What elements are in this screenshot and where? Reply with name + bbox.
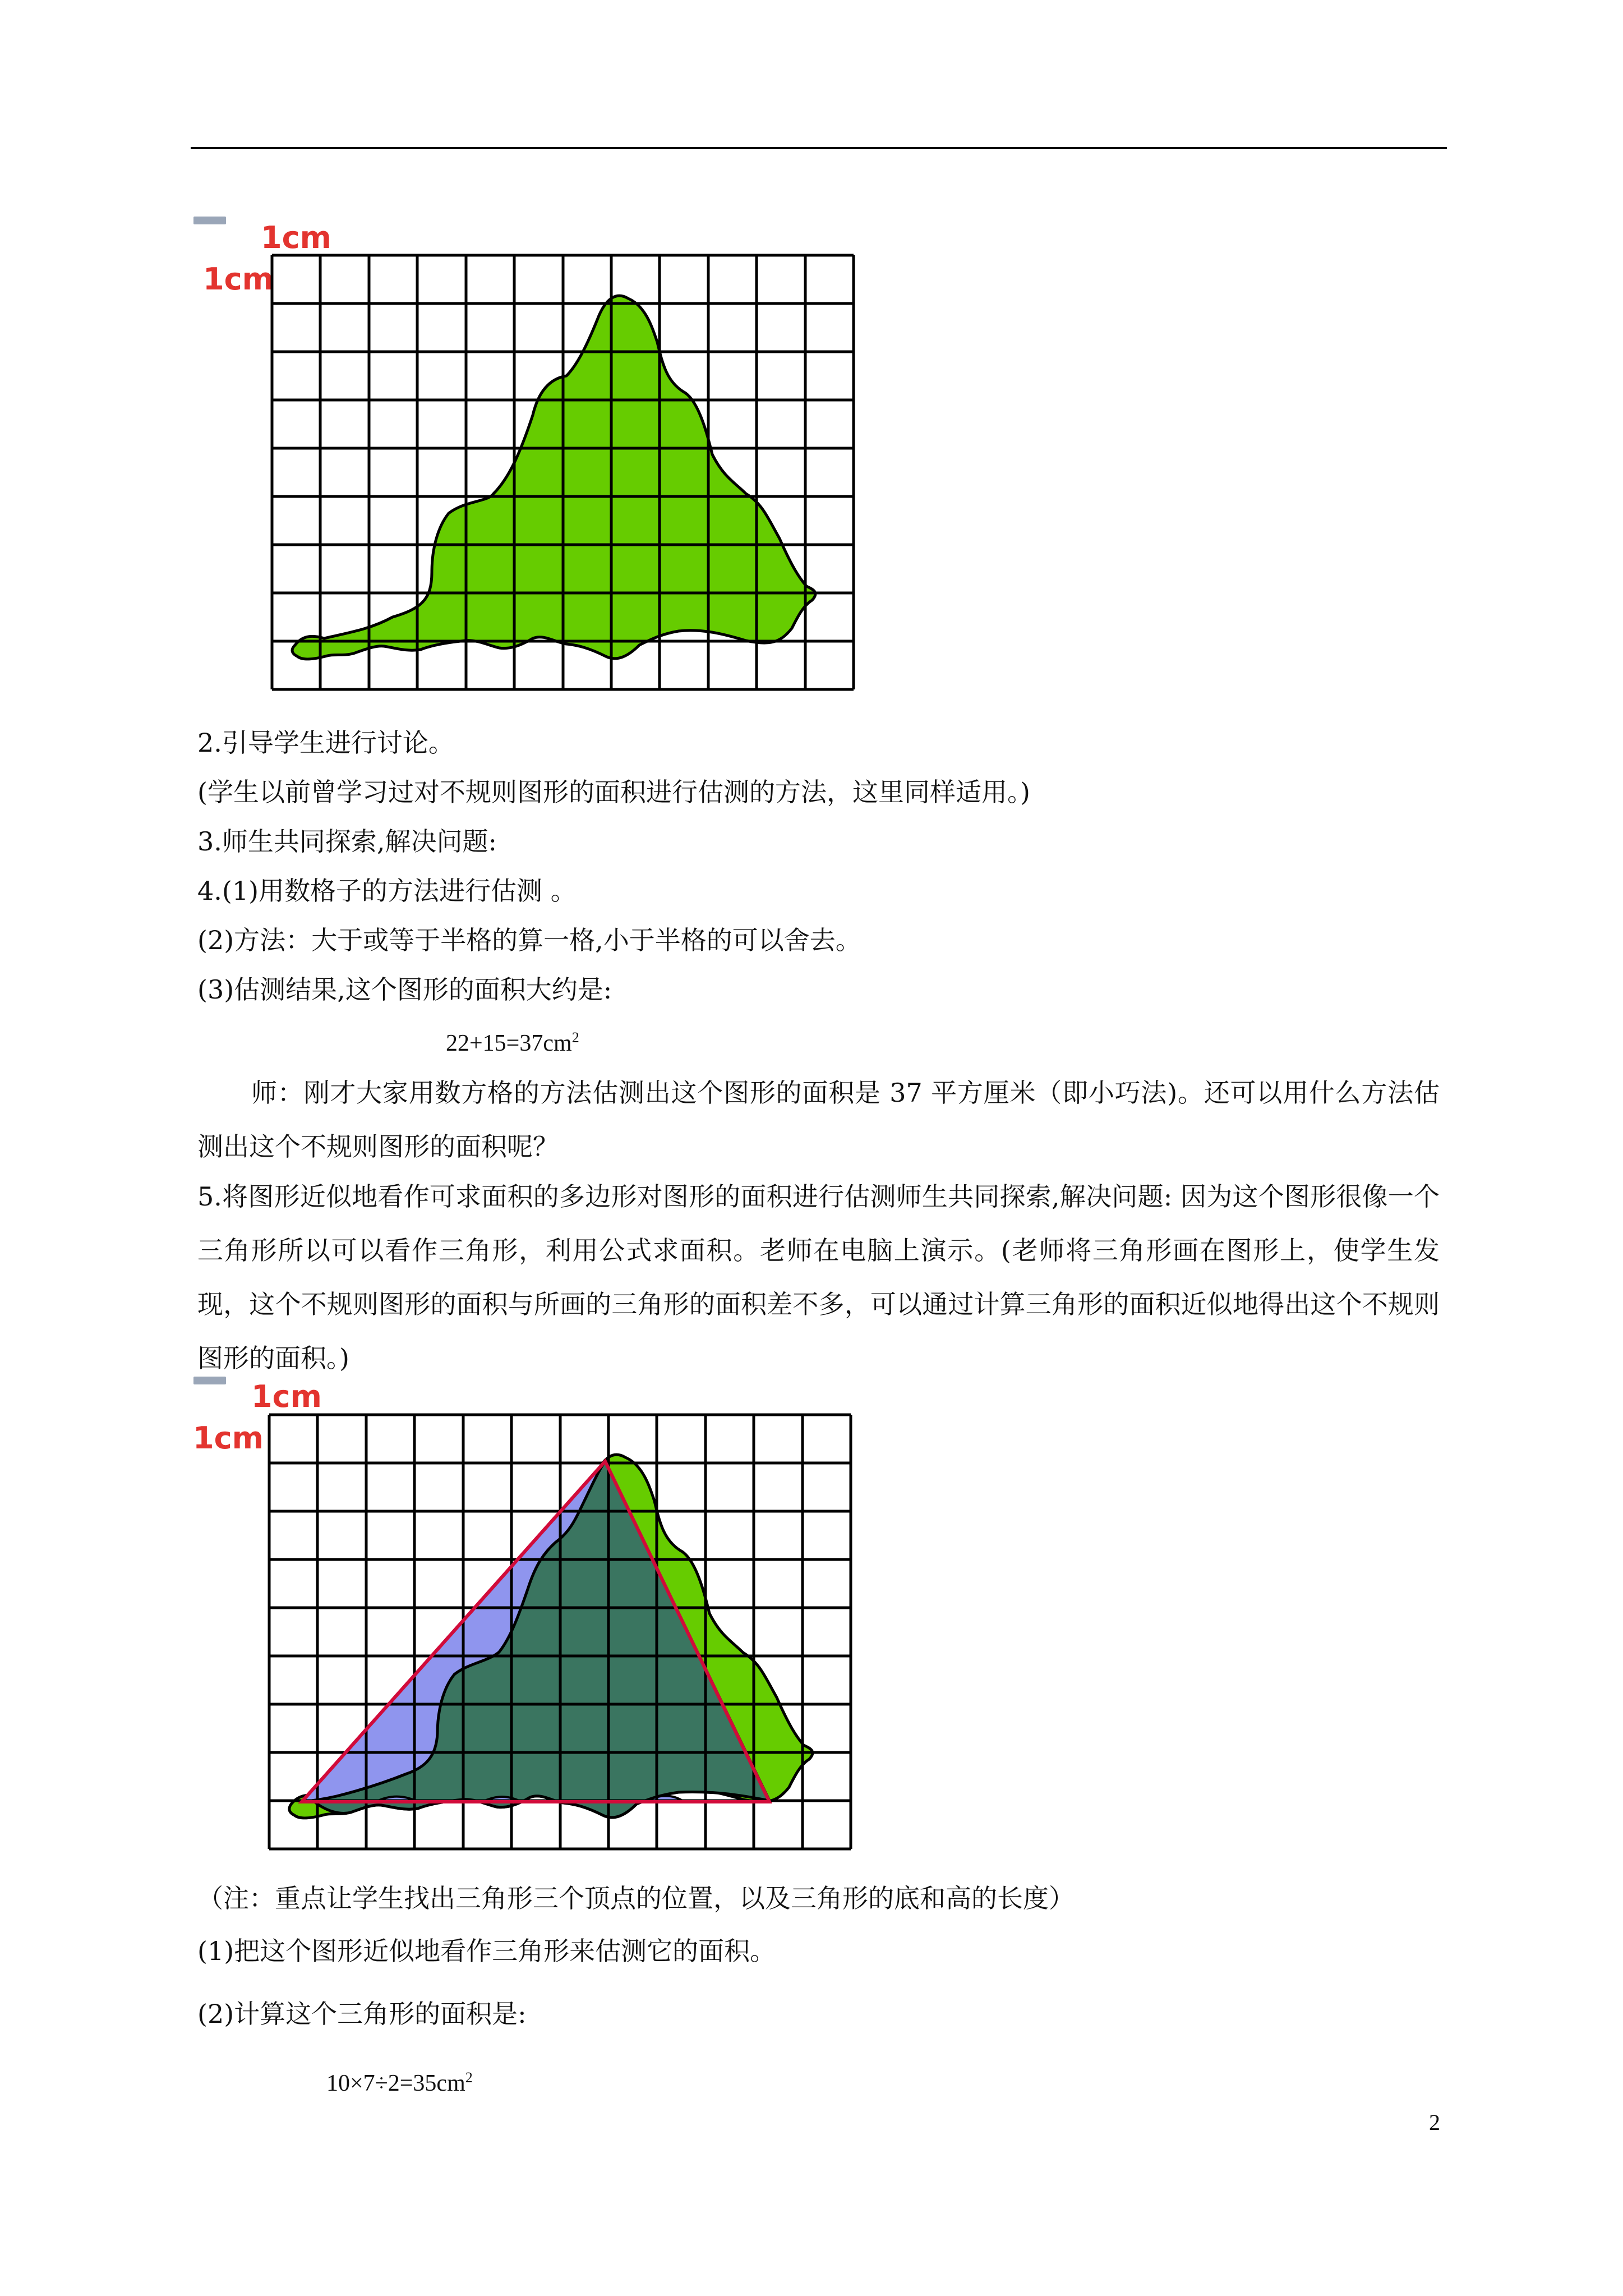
irregular-shape [292, 296, 815, 659]
unit-label-left: 1cm [193, 1420, 264, 1456]
figure-grid-shape [185, 213, 880, 701]
grid-triangle-svg [185, 1374, 880, 1862]
formula-triangle [326, 2062, 473, 2099]
teacher-question-text: 师：刚才大家用数方格的方法估测出这个图形的面积是 37 平方厘米（即小巧法)。还可以用什么方法估测出这个不规则图形的面积呢？ [197, 1078, 1440, 1162]
step-2-note: (学生以前曾学习过对不规则图形的面积进行估测的方法，这里同样适用。) [197, 777, 1030, 807]
teacher-question [197, 1066, 1440, 1174]
formula-triangle-sup: 2 [465, 2069, 473, 2086]
sub-step-2: (2)计算这个三角形的面积是: [197, 1999, 527, 2029]
step-5-text: 5.将图形近似地看作可求面积的多边形对图形的面积进行估测师生共同探索,解决问题: 因为这个图形很像一个三角形所以可以看作三角形，利用公式求面积。老师在电脑上演示。(老师将三角形画在图形上，使学生发现，这个不规则图形的面积与所画的三角形的面积差不多，可以通过计算三角形的面积近似地得出这个不规则图形的面积。) [197, 1181, 1440, 1373]
figure-grid-triangle [185, 1374, 880, 1862]
step-4-2: (2)方法：大于或等于半格的算一格,小于半格的可以舍去。 [197, 925, 861, 955]
page-number: 2 [1429, 2110, 1440, 2135]
formula-triangle-expr: 10×7÷2=35cm [326, 2070, 465, 2096]
note: （注：重点让学生找出三角形三个顶点的位置，以及三角形的底和高的长度） [197, 1883, 1075, 1913]
sub-step-1: (1)把这个图形近似地看作三角形来估测它的面积。 [197, 1936, 776, 1966]
step-3: 3.师生共同探索,解决问题: [197, 826, 497, 857]
unit-label-top: 1cm [261, 220, 331, 255]
step-5 [197, 1170, 1440, 1385]
formula-count [446, 1022, 579, 1059]
formula-count-expr: 22+15=37cm [446, 1030, 572, 1056]
unit-label-top: 1cm [251, 1379, 322, 1414]
step-4-1: 4.(1)用数格子的方法进行估测 。 [197, 876, 577, 906]
step-4-3: (3)估测结果,这个图形的面积大约是: [197, 974, 612, 1005]
header-rule [191, 147, 1447, 149]
unit-label-left: 1cm [203, 261, 274, 297]
step-2: 2.引导学生进行讨论。 [197, 728, 454, 758]
formula-count-sup: 2 [571, 1029, 579, 1046]
grid-shape-svg [185, 213, 880, 701]
